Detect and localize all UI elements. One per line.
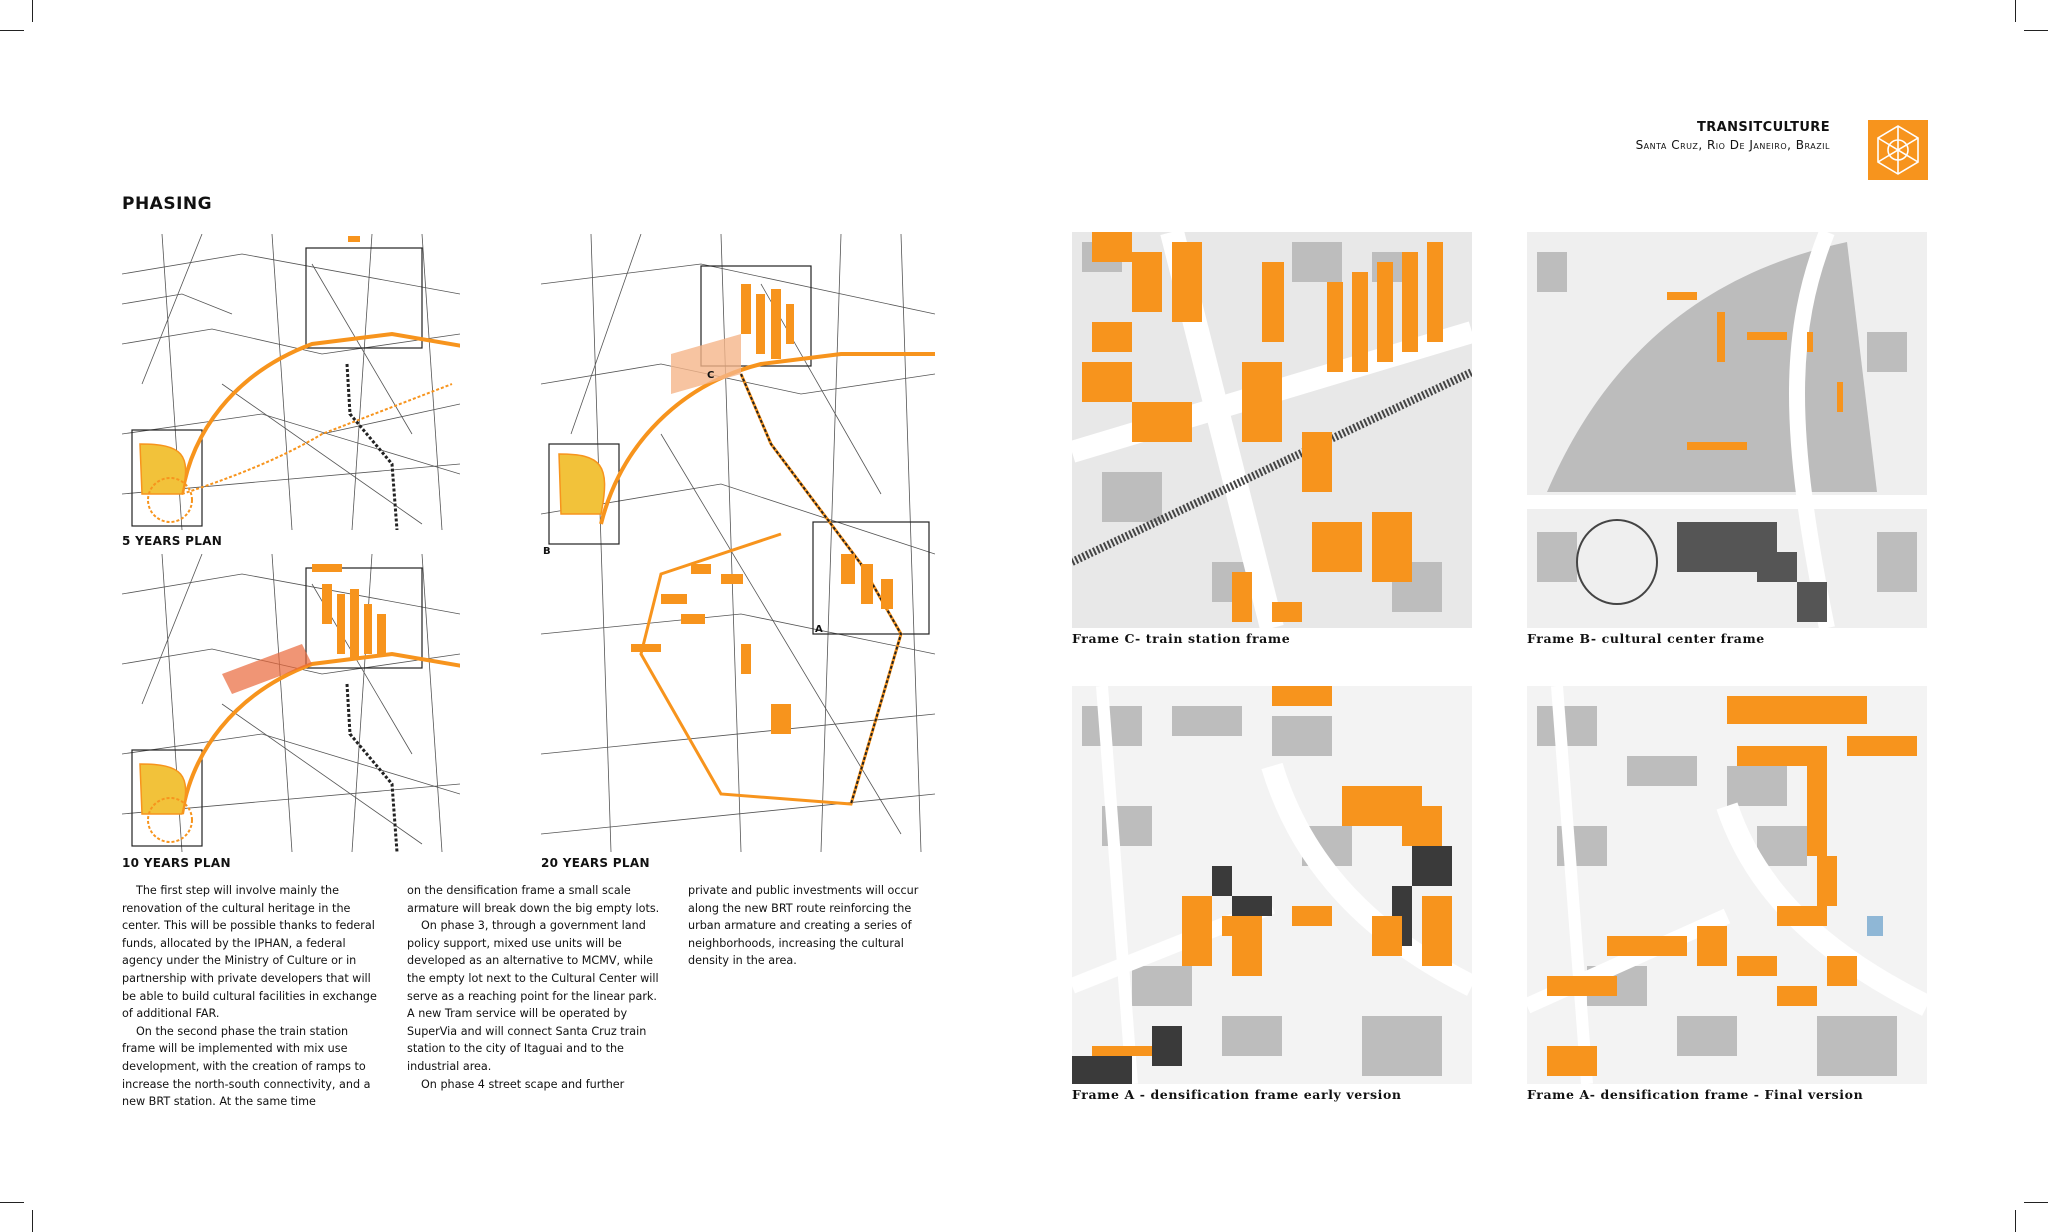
text-column-3 bbox=[688, 882, 943, 970]
phase-map-20-years bbox=[541, 234, 935, 852]
phase-label-20-years: 20 YEARS PLAN bbox=[541, 856, 650, 870]
frame-b-map bbox=[1527, 232, 1927, 628]
crop-mark bbox=[0, 1202, 24, 1203]
phase-map-5-years bbox=[122, 234, 460, 530]
project-location: Santa Cruz, Rio De Janeiro, Brazil bbox=[1635, 138, 1830, 152]
text-column-2 bbox=[407, 882, 662, 1093]
paragraph: on the densification frame a small scale armature will break down the big empty lots. bbox=[407, 884, 660, 915]
text-column-1 bbox=[122, 882, 377, 1111]
crop-mark bbox=[32, 0, 33, 22]
paragraph: On phase 3, through a government land policy support, mixed use units will be developed as an alternative to MCMV, while the empty lot next to the Cultural Center will serve as a reaching point for the linear park. A new Tram service will be operated by SuperVia and will connect Santa Cruz train station to the city of Itaguai and to the industrial area. bbox=[407, 919, 659, 1073]
map-marker-a: A bbox=[815, 624, 823, 635]
frame-a-early-map bbox=[1072, 686, 1472, 1084]
paragraph: private and public investments will occur along the new BRT route reinforcing the urban armature and creating a series of neighborhoods, increasing the cultural density in the area. bbox=[688, 884, 919, 968]
map-marker-b: B bbox=[543, 546, 551, 557]
crop-mark bbox=[0, 30, 24, 31]
crop-mark bbox=[2015, 0, 2016, 22]
crop-mark bbox=[2024, 1202, 2048, 1203]
phase-label-10-years: 10 YEARS PLAN bbox=[122, 856, 231, 870]
frame-c-caption: Frame C- train station frame bbox=[1072, 631, 1291, 646]
paragraph: On phase 4 street scape and further bbox=[421, 1077, 625, 1091]
project-title: TRANSITCULTURE bbox=[1696, 120, 1830, 135]
phase-map-10-years bbox=[122, 554, 460, 852]
paragraph: The first step will involve mainly the renovation of the cultural heritage in the center. This will be possible thanks to federal funds, allocated by the IPHAN, a federal agency under the Ministry of Culture or in partnership with private developers that will be able to build cultural facilities in exchange of additional FAR. bbox=[122, 884, 377, 1021]
crop-mark bbox=[32, 1210, 33, 1232]
crop-mark bbox=[2024, 30, 2048, 31]
map-marker-c: C bbox=[707, 370, 715, 381]
crop-mark bbox=[2015, 1210, 2016, 1232]
section-title: PHASING bbox=[122, 194, 213, 214]
frame-c-map bbox=[1072, 232, 1472, 628]
phase-label-5-years: 5 YEARS PLAN bbox=[122, 534, 223, 548]
frame-b-caption: Frame B- cultural center frame bbox=[1527, 631, 1765, 646]
frame-a-early-caption: Frame A - densification frame early version bbox=[1072, 1087, 1402, 1102]
paragraph: On the second phase the train station frame will be implemented with mix use development, with the creation of ramps to increase the north-south connectivity, and a new BRT station. At the same time bbox=[122, 1024, 371, 1109]
frame-a-final-map bbox=[1527, 686, 1927, 1084]
frame-a-final-caption: Frame A- densification frame - Final version bbox=[1527, 1087, 1864, 1102]
transitculture-logo-icon bbox=[1868, 120, 1928, 180]
